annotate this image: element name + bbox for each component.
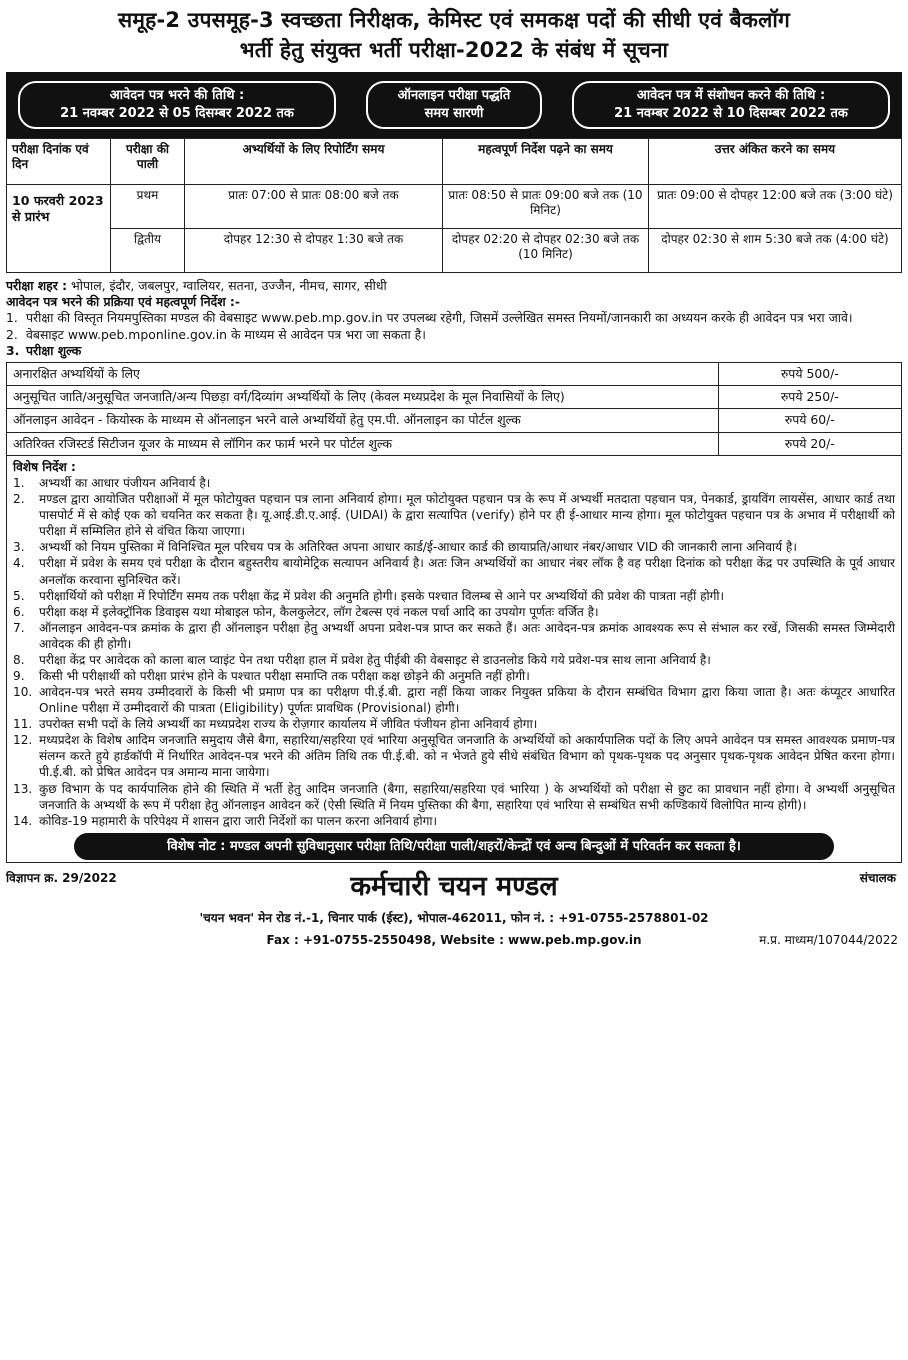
fee-category: अनुसूचित जाति/अनुसूचित जनजाति/अन्य पिछड़ा वर्ग/दिव्यांग अभ्यर्थियों के लिए (केवल मध्यप्रदेश के मूल निवासियों के लिए) — [7, 385, 719, 408]
notice-title — [6, 6, 902, 66]
director-label: संचालक — [859, 871, 896, 886]
list-item: 12. मध्यप्रदेश के विशेष आदिम जनजाति समुदाय जैसे बैगा, सहारिया/सहरिया एवं भारिया अनुसूचित जनजाति के अभ्यर्थियों को अकार्यपालिक पदों के लिए अपने आवेदन पत्र समस्त आवश्यक प्रमाण-पत्र संलग्न करते हुये हार्डकॉपी में निर्धारित आवेदन-पत्र भरने की अंतिम तिथि तक पी.ई.बी. को न भेजते हुये सीधे संबंधित विभाग को पृथक-पृथक पद अनुसार पृथक-पृथक आवेदन प्रेषित करना होगा। पी.ई.बी. को प्रेषित आवेदन पत्र अमान्य माना जायेगा। — [13, 733, 895, 780]
process-section — [6, 278, 902, 360]
special-instructions — [6, 456, 902, 863]
edit-date-value: 21 नवम्बर 2022 से 10 दिसम्बर 2022 तक — [614, 105, 848, 121]
header-instructions: महत्वपूर्ण निर्देश पढ़ने का समय — [443, 138, 649, 184]
fee-row — [7, 362, 902, 385]
online-exam-box — [366, 81, 542, 129]
fee-row — [7, 409, 902, 432]
fee-amount: रुपये 60/- — [718, 409, 901, 432]
apply-date-value: 21 नवम्बर 2022 से 05 दिसम्बर 2022 तक — [60, 105, 294, 121]
fee-amount: रुपये 250/- — [718, 385, 901, 408]
list-item: 11. उपरोक्त सभी पदों के लिये अभ्यर्थी का मध्यप्रदेश राज्य के रोज़गार कार्यालय में जीवित पंजीयन होना अनिवार्य होगा। — [13, 717, 538, 732]
header-exam-date: परीक्षा दिनांक एवं दिन — [7, 138, 111, 184]
online-exam-label: ऑनलाइन परीक्षा पद्धति — [397, 87, 511, 103]
header-reporting: अभ्यर्थियों के लिए रिपोर्टिंग समय — [185, 138, 443, 184]
header-shift: परीक्षा की पाली — [111, 138, 185, 184]
fee-row — [7, 385, 902, 408]
schedule-row — [7, 228, 902, 272]
list-item: 3. अभ्यर्थी को नियम पुस्तिका में विनिश्चित मूल परिचय पत्र के अतिरिक्त अपना आधार कार्ड/ई-आधार कार्ड की छायाप्रति/आधार नंबर/आधार VID की जानकारी लाना अनिवार्य है। — [13, 540, 797, 555]
organization-name: कर्मचारी चयन मण्डल — [350, 871, 558, 903]
reference-number: म.प्र. माध्यम/107044/2022 — [759, 933, 898, 948]
footer — [6, 867, 902, 977]
shift-name: प्रथम — [111, 184, 185, 228]
list-item: 4. परीक्षा में प्रवेश के समय एवं परीक्षा के दौरान बहुस्तरीय बायोमेट्रिक सत्यापन अनिवार्य है। अतः जिन अभ्यर्थियों का आधार नंबर लॉक है वह परीक्षा दिनांक को परीक्षा केंद्र पर उपस्थिति के पूर्व आधार अनलॉक करवाना सुनिश्चित करें। — [13, 556, 895, 587]
list-item: 2. मण्डल द्वारा आयोजित परीक्षाओं में मूल फोटोयुक्त पहचान पत्र लाना अनिवार्य होगा। मूल फोटोयुक्त पहचान पत्र के रूप में अभ्यर्थी मतदाता पहचान पत्र, पेनकार्ड, ड्रायविंग लायसेंस, आधार कार्ड तथा पासपोर्ट में से कोई एक को चयनित कर सकता है। यू.आई.डी.ए.आई. (UIDAI) के द्वारा सत्यापित (verify) होने पर ही ई-आधार मान्य होगा। मूल फोटोयुक्त पहचान पत्र के अभाव में परीक्षार्थी को परीक्षा में सम्मिलित होने से वंचित किया जाएगा। — [13, 492, 895, 539]
list-item: 1. अभ्यर्थी का आधार पंजीयन अनिवार्य है। — [13, 476, 211, 491]
schedule-row — [7, 184, 902, 228]
reporting-time: प्रातः 07:00 से प्रातः 08:00 बजे तक — [185, 184, 443, 228]
edit-date-label: आवेदन पत्र में संशोधन करने की तिथि : — [636, 87, 826, 103]
online-exam-value: समय सारणी — [424, 105, 484, 121]
list-item: 9. किसी भी परीक्षार्थी को परीक्षा प्रारंभ होने के पश्चात परीक्षा समाप्ति तक परीक्षा कक्ष छोड़ने की अनुमति नहीं होगी। — [13, 669, 530, 684]
fee-category: ऑनलाइन आवेदन - कियोस्क के माध्यम से ऑनलाइन भरने वाले अभ्यर्थियों हेतु एम.पी. ऑनलाइन का पोर्टल शुल्क — [7, 409, 719, 432]
list-item: 7. ऑनलाइन आवेदन-पत्र क्रमांक के द्वारा ही ऑनलाइन परीक्षा हेतु अभ्यर्थी अपना प्रवेश-पत्र प्राप्त कर सकते हैं। अतः आवेदन-पत्र क्रमांक आवश्यक रूप से संभाल कर रखें, जिसकी समस्त जिम्मेदारी आवेदक की ही होगी। — [13, 620, 895, 651]
list-item: 8. परीक्षा केंद्र पर आवेदक को काला बाल प्वाइंट पेन तथा परीक्षा हाल में प्रवेश हेतु पीईबी की वेबसाइट से डाउनलोड किये गये प्रवेश-पत्र साथ लाना अनिवार्य है। — [13, 652, 711, 667]
header-answering: उत्तर अंकित करने का समय — [649, 138, 902, 184]
title-line-1: समूह-2 उपसमूह-3 स्वच्छता निरीक्षक, केमिस्ट एवं समकक्ष पदों की सीधी एवं बैकलॉग — [118, 8, 790, 32]
list-item: 2. वेबसाइट www.peb.mponline.gov.in के माध्यम से आवेदन पत्र भरा जा सकता है। — [6, 326, 426, 342]
list-item: 10. आवेदन-पत्र भरते समय उम्मीदवारों के किसी भी प्रमाण पत्र का परीक्षण पी.ई.बी. द्वारा नहीं किया जाकर नियुक्त प्रकिया के दौरान सम्बंधित विभाग द्वारा किया जाता है। अतः कंप्यूटर आधारित Online परीक्षा में उम्मीदवारों की पात्रता (Eligibility) पूर्णतः प्रावधिक (Provisional) होगी। — [13, 685, 895, 716]
special-note-banner: विशेष नोट : मण्डल अपनी सुविधानुसार परीक्षा तिथि/परीक्षा पाली/शहरों/केन्द्रों एवं अन्य बिन्दुओं में परिवर्तन कर सकता है। — [74, 833, 834, 860]
fee-category: अनारक्षित अभ्यर्थियों के लिए — [7, 362, 719, 385]
edit-date-box — [572, 81, 890, 129]
list-item: 14. कोविड-19 महामारी के परिपेक्ष्य में शासन द्वारा जारी निर्देशों का पालन करना अनिवार्य होगा। — [13, 813, 438, 828]
advertisement-number: विज्ञापन क्र. 29/2022 — [6, 871, 117, 886]
address-line: 'चयन भवन' मेन रोड नं.-1, चिनार पार्क (ईस्ट), भोपाल-462011, फोन नं. : +91-0755-2578801-02 — [199, 911, 709, 926]
instructions-time: दोपहर 02:20 से दोपहर 02:30 बजे तक (10 मिनिट) — [443, 228, 649, 272]
list-item: 1. परीक्षा की विस्तृत नियमपुस्तिका मण्डल की वेबसाइट www.peb.mp.gov.in पर उपलब्ध रहेगी, जिसमें उल्लेखित समस्त नियमों/जानकारी का अध्ययन करके ही आवेदन पत्र भरा जावे। — [6, 310, 853, 326]
fee-amount: रुपये 500/- — [718, 362, 901, 385]
reporting-time: दोपहर 12:30 से दोपहर 1:30 बजे तक — [185, 228, 443, 272]
exam-cities-label: परीक्षा शहर : — [6, 277, 68, 293]
title-line-2: भर्ती हेतु संयुक्त भर्ती परीक्षा-2022 के संबंध में सूचना — [239, 37, 669, 62]
apply-date-box — [18, 81, 336, 129]
list-item: 3. परीक्षा शुल्क — [6, 343, 82, 359]
fee-table — [6, 362, 902, 457]
schedule-header-row — [7, 138, 902, 184]
exam-cities-value: भोपाल, इंदौर, जबलपुर, ग्वालियर, सतना, उज्जैन, नीमच, सागर, सीधी — [71, 277, 387, 293]
exam-date: 10 फरवरी 2023 से प्रारंभ — [7, 184, 111, 272]
answering-time: दोपहर 02:30 से शाम 5:30 बजे तक (4:00 घंटे) — [649, 228, 902, 272]
fee-row — [7, 432, 902, 455]
fee-amount: रुपये 20/- — [718, 432, 901, 455]
process-heading: आवेदन पत्र भरने की प्रक्रिया एवं महत्वपूर्ण निर्देश :- — [6, 294, 241, 309]
instructions-time: प्रातः 08:50 से प्रातः 09:00 बजे तक (10 मिनिट) — [443, 184, 649, 228]
apply-date-label: आवेदन पत्र भरने की तिथि : — [109, 87, 245, 103]
fax-website-line: Fax : +91-0755-2550498, Website : www.peb.mp.gov.in — [266, 933, 642, 948]
list-item: 5. परीक्षार्थियों को परीक्षा में रिपोर्टिंग समय तक परीक्षा केंद्र में प्रवेश की अनुमति होगी। इसके पश्चात विलम्ब से आने पर अभ्यर्थियों की प्रवेश की पात्रता नहीं होगी। — [13, 588, 725, 603]
shift-name: द्वितीय — [111, 228, 185, 272]
answering-time: प्रातः 09:00 से दोपहर 12:00 बजे तक (3:00 घंटे) — [649, 184, 902, 228]
schedule-table — [6, 138, 902, 273]
list-item: 13. कुछ विभाग के पद कार्यपालिक होने की स्थिति में भर्ती हेतु आदिम जनजाति (बैगा, सहारिया/सहरिया एवं भारिया ) के अभ्यर्थियों को परीक्षा से छुट का प्रावधान नहीं होगा। वे अभ्यर्थी अनुसूचित जनजाति के अभ्यर्थी के रूप में परीक्षा हेतु ऑनलाइन आवेदन करें (ऐसी स्थिति में नियम पुस्तिका की बैगा, सहारिया एवं भारिया से सम्बंधित सभी कण्डिकायें विलोपित मान्य होगी)। — [13, 781, 895, 812]
exam-cities — [6, 278, 902, 294]
list-item: 6. परीक्षा कक्ष में इलेक्ट्रॉनिक डिवाइस यथा मोबाइल फोन, कैलकुलेटर, लॉग टेबल्स एवं नकल पर्चा आदि का उपयोग पूर्णतः वर्जित है। — [13, 604, 599, 619]
special-heading: विशेष निर्देश : — [13, 460, 76, 474]
header-band — [6, 72, 902, 138]
fee-category: अतिरिक्त रजिस्टर्ड सिटीजन यूजर के माध्यम से लॉगिन कर फार्म भरने पर पोर्टल शुल्क — [7, 432, 719, 455]
